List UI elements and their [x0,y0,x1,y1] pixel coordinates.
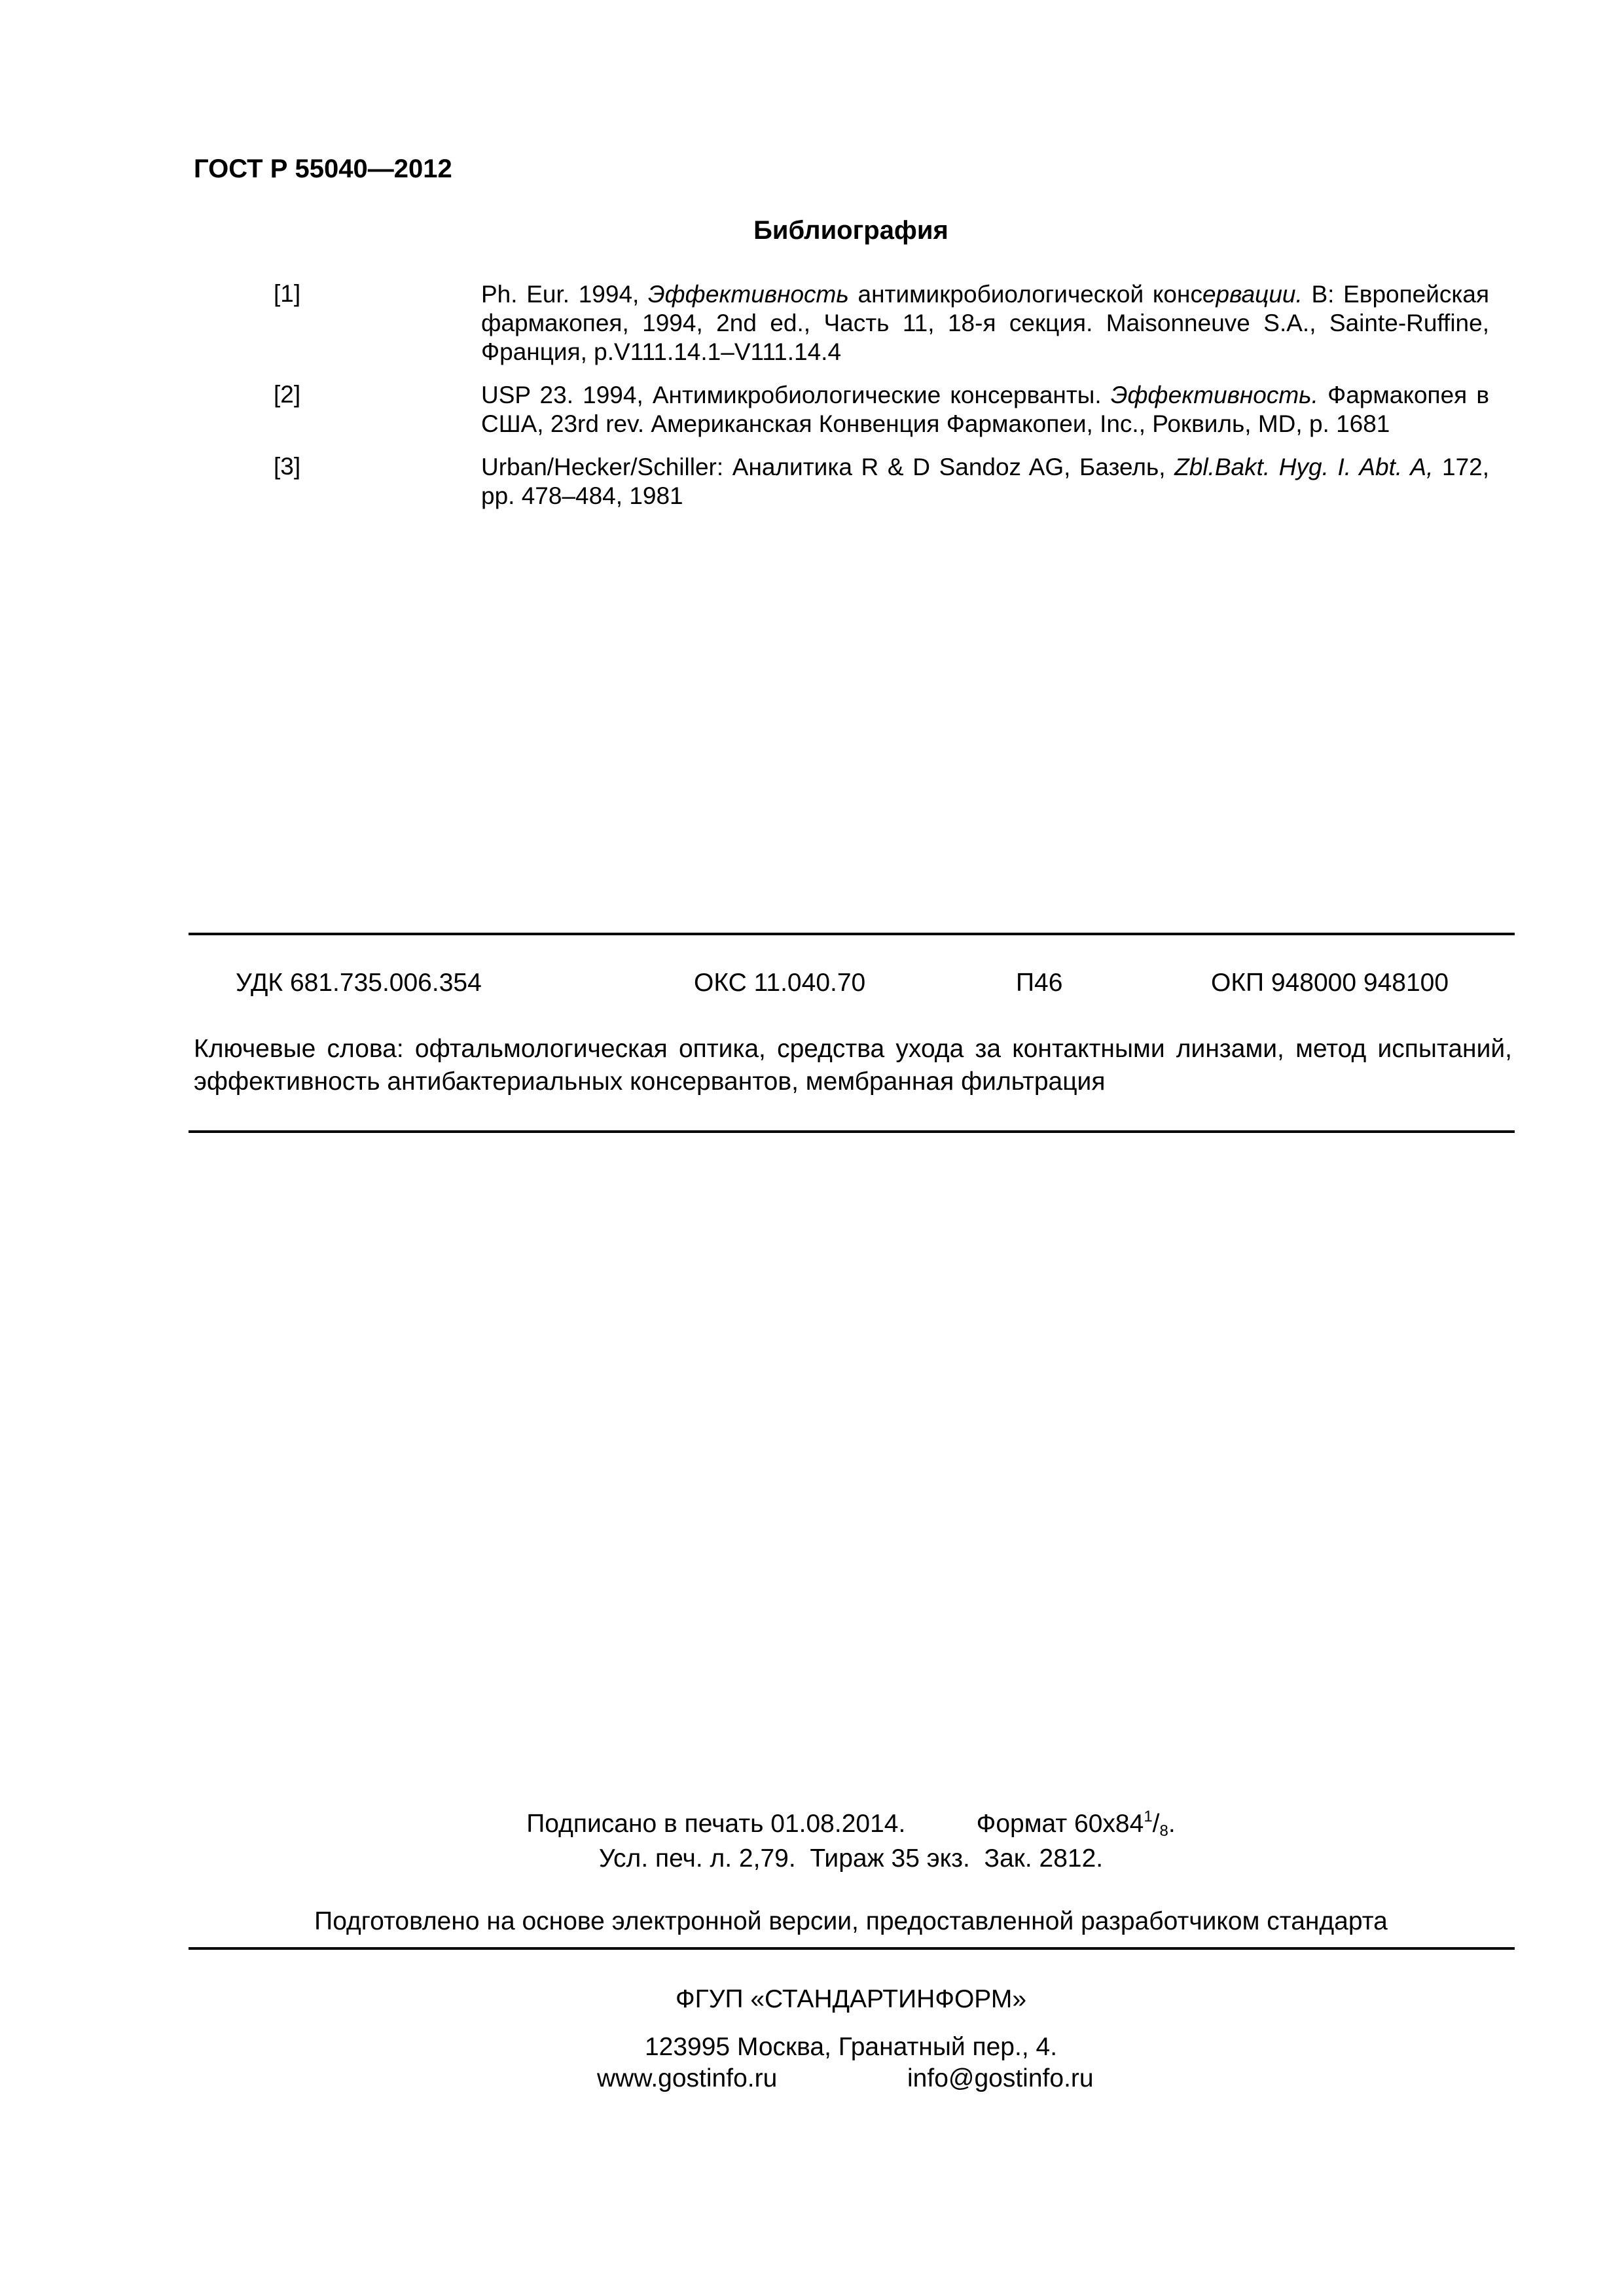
publisher-name: ФГУП «СТАНДАРТИНФОРМ» [675,1985,1027,2013]
imprint-print-info: Усл. печ. л. 2,79. Тираж 35 экз. Зак. 2812. [598,1844,1104,1873]
oks-code: ОКС 11.040.70 [694,969,866,997]
divider [189,1947,1515,1950]
publisher-website: www.gostinfo.ru [597,2064,778,2092]
okp-code: ОКП 948000 948100 [1211,969,1449,997]
reference-text: USP 23. 1994, Антимикробиологические консерванты. Эффективность. Фармакопея в США, 23rd rev. Американская Конвенция Фармакопеи, Inc., Роквиль, MD, p. 1681 [481,382,1489,437]
p-code: П46 [1016,969,1063,997]
imprint-prepared: Подготовлено на основе электронной версии, предоставленной разработчиком стандарта [314,1907,1388,1935]
reference-number: [2] [274,381,301,408]
reference-text: Ph. Eur. 1994, Эффективность антимикробиологической консервации. В: Европейская фармакопея, 1994, 2nd ed., Часть 11, 18-я секция. Maisonneuve S.A., Sainte-Ruffine, Франция, p.V111.14.1–V111.14.4 [481,281,1489,365]
publisher-email: info@gostinfo.ru [907,2064,1094,2092]
document-code: ГОСТ Р 55040—2012 [194,154,452,183]
divider [189,933,1515,935]
udk-code: УДК 681.735.006.354 [236,969,482,997]
bibliography-title: Библиография [753,216,948,245]
reference-number: [1] [274,280,301,307]
divider [189,1130,1515,1133]
reference-number: [3] [274,453,301,480]
imprint-signed-format: Подписано в печать 01.08.2014. Формат $60x84^1/_8$. [526,1808,1176,1840]
publisher-address: 123995 Москва, Гранатный пер., 4. [644,2033,1058,2061]
reference-text: Urban/Hecker/Schiller: Аналитика R & D Sandoz AG, Базель, Zbl.Bakt. Hyg. I. Abt. A, 172, pp. 478–484, 1981 [481,454,1490,509]
keywords: Ключевые слова: офтальмологическая оптика, средства ухода за контактными линзами, метод испытаний, эффективность антибактериальных консервантов, мембранная фильтрация [194,1035,1512,1096]
